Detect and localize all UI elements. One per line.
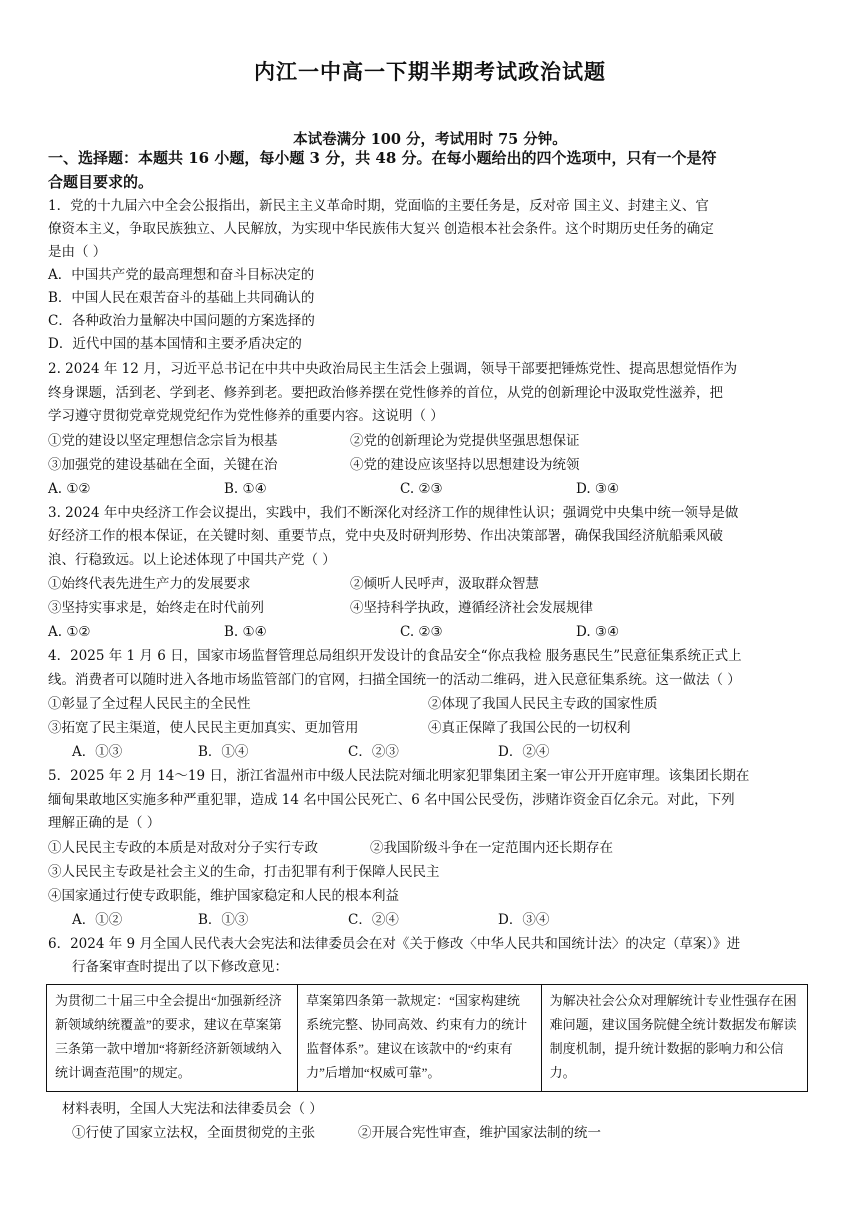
- question-5-line2: 缅甸果敢地区实施多种严重犯罪，造成 14 名中国公民死亡、6 名中国公民受伤，涉赌诈资金百亿余元。对此，下列: [48, 791, 735, 808]
- statement: ②我国阶级斗争在一定范围内还长期存在: [370, 839, 613, 856]
- question-3-choices: [48, 620, 808, 645]
- choice-b[interactable]: B．①③: [198, 911, 249, 928]
- page-title: 内江一中高一下期半期考试政治试题: [254, 59, 606, 84]
- statement: ①行使了国家立法权，全面贯彻党的主张: [72, 1124, 315, 1141]
- question-1-stem: [48, 195, 808, 264]
- table-row: [47, 984, 808, 1091]
- statement: ③加强党的建设基础在全面，关键在治: [48, 456, 278, 473]
- question-3-line1: 3. 2024 年中央经济工作会议提出，实践中，我们不断深化对经济工作的规律性认识；强调党中央集中统一领导是做: [48, 504, 739, 521]
- question-4-line1: 4．2025 年 1 月 6 日，国家市场监督管理总局组织开发设计的食品安全“你点我检 服务惠民生”民意征集系统正式上: [48, 648, 742, 664]
- choice-a[interactable]: A．①③: [72, 744, 123, 760]
- question-4: [48, 645, 808, 765]
- choice-c[interactable]: C．②③: [348, 744, 399, 760]
- table-cell: 草案第四条第一款规定：“国家构建统系统完整、协同高效、约束有力的统计监督体系”。建议在该款中的“约束有力”后增加“权威可靠”。: [298, 984, 542, 1091]
- question-4-stem: [48, 645, 808, 692]
- choice-d[interactable]: D. ③④: [576, 480, 620, 497]
- table-cell: 为解决社会公众对理解统计专业性强存在困难问题，建议国务院健全统计数据发布解读制度机制，提升统计数据的影响力和公信力。: [541, 984, 807, 1091]
- statement: ③坚持实事求是，始终走在时代前列: [48, 600, 264, 616]
- question-1-line2: 僚资本主义，争取民族独立、人民解放，为实现中华民族伟大复兴 创造根本社会条件。这个时期历史任务的确定: [48, 221, 714, 237]
- section-heading: [48, 146, 808, 194]
- statement: ③人民民主专政是社会主义的生命，打击犯罪有利于保障人民民主: [48, 863, 440, 880]
- question-4-statements-row1: [48, 692, 808, 716]
- statement: ②开展合宪性审查，维护国家法制的统一: [358, 1124, 601, 1141]
- question-6-line2: 行备案审查时提出了以下修改意见：: [72, 959, 288, 975]
- choice-c[interactable]: C. ②③: [400, 480, 443, 497]
- question-5-choices: [48, 908, 808, 933]
- question-2-statements-row2: [48, 453, 808, 477]
- statement: ②体现了我国人民民主专政的国家性质: [428, 696, 658, 712]
- question-3-line3: 浪、行稳致远。以上论述体现了中国共产党（ ）: [48, 551, 336, 568]
- choice-a[interactable]: A．①②: [72, 911, 123, 928]
- question-3: [48, 502, 808, 646]
- exam-content: [48, 146, 808, 1145]
- question-2-line2: 终身课题，活到老、学到老、修养到老。要把政治修养摆在党性修养的首位，从党的创新理论中汲取党性滋养，把: [48, 384, 723, 401]
- question-3-stem: [48, 502, 808, 573]
- table-cell: 为贯彻二十届三中全会提出“加强新经济新领域纳统覆盖”的要求，建议在草案第三条第一款中增加“将新经济新领域纳入统计调查范围”的规定。: [47, 984, 298, 1091]
- choice-b[interactable]: B．①④: [198, 744, 249, 760]
- statement: ②倾听人民呼声，汲取群众智慧: [350, 576, 539, 592]
- question-2: [48, 358, 808, 502]
- choice-a[interactable]: A. ①②: [48, 480, 91, 497]
- question-4-statements-row2: [48, 716, 808, 740]
- question-6: [48, 933, 808, 1145]
- statement: ④坚持科学执政，遵循经济社会发展规律: [350, 600, 593, 616]
- question-1-option-a[interactable]: A．中国共产党的最高理想和奋斗目标决定的: [48, 267, 315, 283]
- question-5-line3: 理解正确的是（ ）: [48, 815, 161, 831]
- choice-a[interactable]: A. ①②: [48, 624, 91, 640]
- choice-d[interactable]: D．②④: [498, 744, 550, 760]
- question-1-option-d[interactable]: D．近代中国的基本国情和主要矛盾决定的: [48, 336, 302, 352]
- question-6-line1: 6．2024 年 9 月全国人民代表大会宪法和法律委员会在对《关于修改〈中华人民共和国统计法〉的决定（草案）》进: [48, 935, 741, 952]
- choice-c[interactable]: C．②④: [348, 911, 399, 928]
- choice-d[interactable]: D．③④: [498, 911, 550, 928]
- statement: ①人民民主专政的本质是对敌对分子实行专政: [48, 839, 318, 856]
- question-1-line3: 是由（ ）: [48, 244, 107, 260]
- section-heading-line1: 一、选择题：本题共 16 小题，每小题 3 分，共 48 分。在每小题给出的四个选项中，只有一个是符: [48, 149, 717, 167]
- question-2-statements-row1: [48, 429, 808, 453]
- question-2-line1: 2. 2024 年 12 月，习近平总书记在中共中央政治局民主生活会上强调，领导干部要把锤炼党性、提高思想觉悟作为: [48, 361, 738, 377]
- question-6-statements-row1: [48, 1121, 808, 1145]
- choice-c[interactable]: C. ②③: [400, 624, 443, 640]
- amendment-table: [46, 984, 808, 1092]
- exam-info: 本试卷满分 100 分，考试用时 75 分钟。: [293, 131, 567, 148]
- statement: ①党的建设以坚定理想信念宗旨为根基: [48, 432, 278, 449]
- question-6-prompt: 材料表明，全国人大宪法和法律委员会（ ）: [62, 1100, 323, 1117]
- choice-b[interactable]: B. ①④: [224, 624, 267, 640]
- question-1-line1: 1．党的十九届六中全会公报指出，新民主主义革命时期，党面临的主要任务是，反对帝 国主义、封建主义、官: [48, 198, 709, 214]
- statement: ③拓宽了民主渠道，使人民民主更加真实、更加管用: [48, 720, 359, 736]
- question-4-choices: [48, 740, 808, 765]
- statement: ④真正保障了我国公民的一切权利: [428, 720, 631, 736]
- question-5-line1: 5．2025 年 2 月 14～19 日，浙江省温州市中级人民法院对缅北明家犯罪集团主案一审公开开庭审理。该集团长期在: [48, 768, 750, 784]
- question-5-statements-row1: [48, 836, 808, 860]
- section-heading-line2: 合题目要求的。: [48, 173, 154, 191]
- question-2-line3: 学习遵守贯彻党章党规党纪作为党性修养的重要内容。这说明（ ）: [48, 408, 444, 424]
- choice-d[interactable]: D. ③④: [576, 624, 620, 640]
- statement: ①彰显了全过程人民民主的全民性: [48, 696, 251, 712]
- statement: ④国家通过行使专政职能，维护国家稳定和人民的根本利益: [48, 887, 399, 904]
- question-1: [48, 195, 808, 356]
- question-1-option-b[interactable]: B．中国人民在艰苦奋斗的基础上共同确认的: [48, 290, 315, 306]
- question-3-statements-row2: [48, 596, 808, 620]
- statement: ①始终代表先进生产力的发展要求: [48, 576, 251, 592]
- choice-b[interactable]: B. ①④: [224, 480, 267, 497]
- question-6-stem: [48, 933, 808, 980]
- question-3-line2: 好经济工作的根本保证，在关键时刻、重要节点，党中央及时研判形势、作出决策部署，确保我国经济航船乘风破: [48, 528, 723, 544]
- question-2-stem: [48, 358, 808, 429]
- question-1-option-c[interactable]: C．各种政治力量解决中国问题的方案选择的: [48, 313, 315, 329]
- question-2-choices: [48, 477, 808, 502]
- statement: ④党的建设应该坚持以思想建设为统领: [350, 456, 580, 473]
- question-5-stem: [48, 765, 808, 836]
- question-5: [48, 765, 808, 933]
- question-4-line2: 线。消费者可以随时进入各地市场监管部门的官网，扫描全国统一的活动二维码，进入民意征集系统。这一做法（ ）: [48, 671, 741, 688]
- question-3-statements-row1: [48, 572, 808, 596]
- statement: ②党的创新理论为党提供坚强思想保证: [350, 432, 580, 449]
